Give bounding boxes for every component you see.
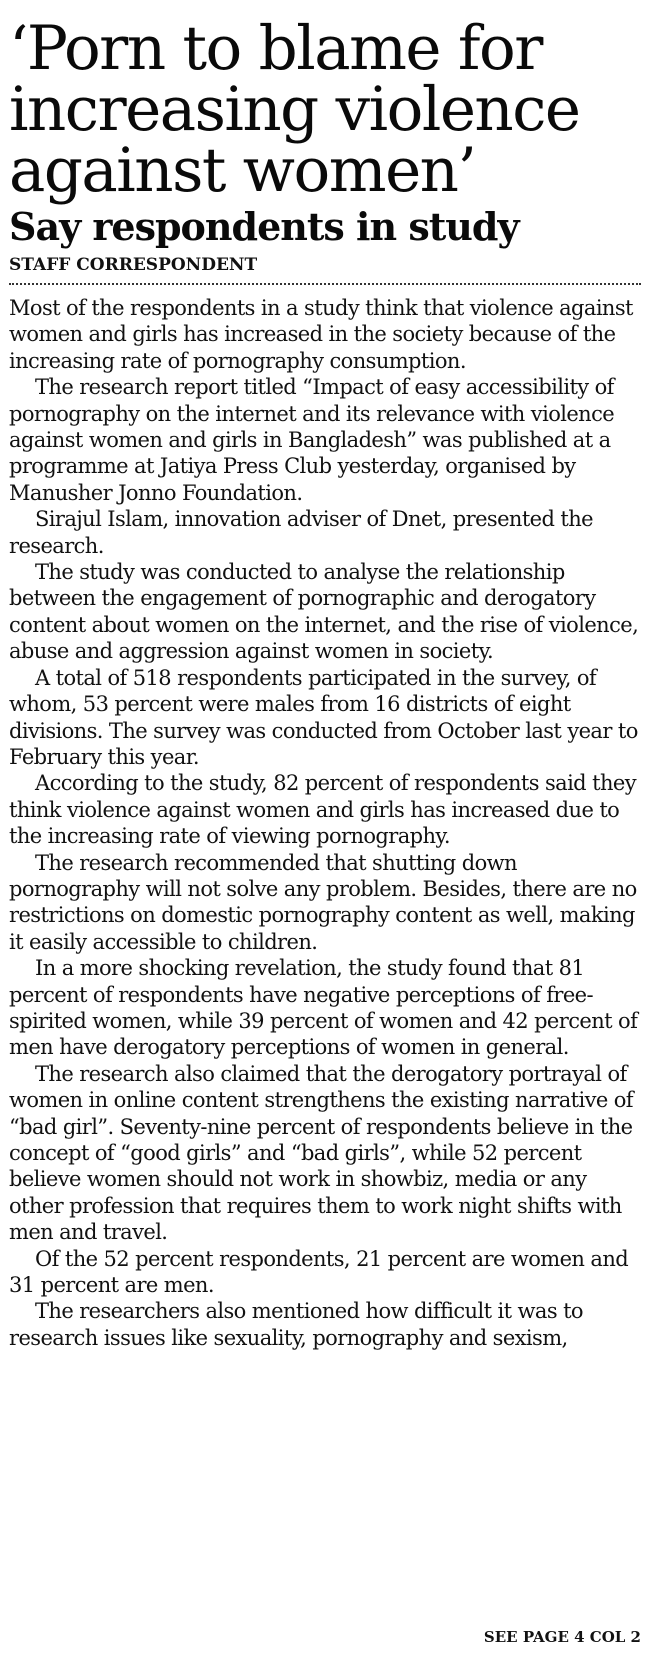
headline: [9, 13, 641, 206]
paragraph: The research also claimed that the derogatory portrayal of women in online content strengthens the existing narrative of “bad girl”. Seventy-nine percent of respondents believe in the concept of “good girls” and “bad girls”, while 52 percent believe women should not work in showbiz, media or any other profession that requires them to work night shifts with men and travel.: [9, 1061, 633, 1245]
headline-line-2: increasing violence: [9, 74, 580, 145]
byline: STAFF CORRESPONDENT: [9, 255, 258, 275]
paragraph: The research recommended that shutting down pornography will not solve any problem. Besides, there are no restrictions on domestic pornography content as well, making it easily accessible to children.: [9, 850, 637, 954]
subheadline: Say respondents in study: [9, 204, 519, 249]
article: [9, 13, 641, 1351]
paragraph: Sirajul Islam, innovation adviser of Dnet, presented the research.: [9, 507, 593, 558]
headline-line-3: against women’: [9, 135, 476, 206]
paragraph: The research report titled “Impact of easy accessibility of pornography on the internet and its relevance with violence against women and girls in Bangladesh” was published at a programme at Jatiya Press Club yesterday, organised by Manusher Jonno Foundation.: [9, 375, 615, 505]
paragraph: A total of 518 respondents participated in the survey, of whom, 53 percent were males from 16 districts of eight divisions. The survey was conducted from October last year to February this year.: [9, 665, 638, 769]
paragraph: In a more shocking revelation, the study found that 81 percent of respondents have negative perceptions of free-spirited women, while 39 percent of women and 42 percent of men have derogatory perceptions of women in general.: [9, 956, 638, 1060]
article-body: [9, 295, 641, 1351]
paragraph: Of the 52 percent respondents, 21 percent are women and 31 percent are men.: [9, 1246, 629, 1298]
paragraph: Most of the respondents in a study think that violence against women and girls has increased in the society because of the increasing rate of pornography consumption.: [9, 296, 633, 373]
headline-line-1: ‘Porn to blame for: [9, 13, 542, 84]
paragraph: The study was conducted to analyse the relationship between the engagement of pornographic and derogatory content about women on the internet, and the rise of violence, abuse and aggression against women in society.: [9, 560, 639, 664]
paragraph: The researchers also mentioned how difficult it was to research issues like sexuality, pornography and sexism,: [9, 1299, 583, 1350]
dotted-divider: [9, 283, 641, 285]
continuation-note: SEE PAGE 4 COL 2: [483, 1628, 641, 1646]
paragraph: According to the study, 82 percent of respondents said they think violence against women and girls has increased due to the increasing rate of viewing pornography.: [9, 771, 636, 849]
